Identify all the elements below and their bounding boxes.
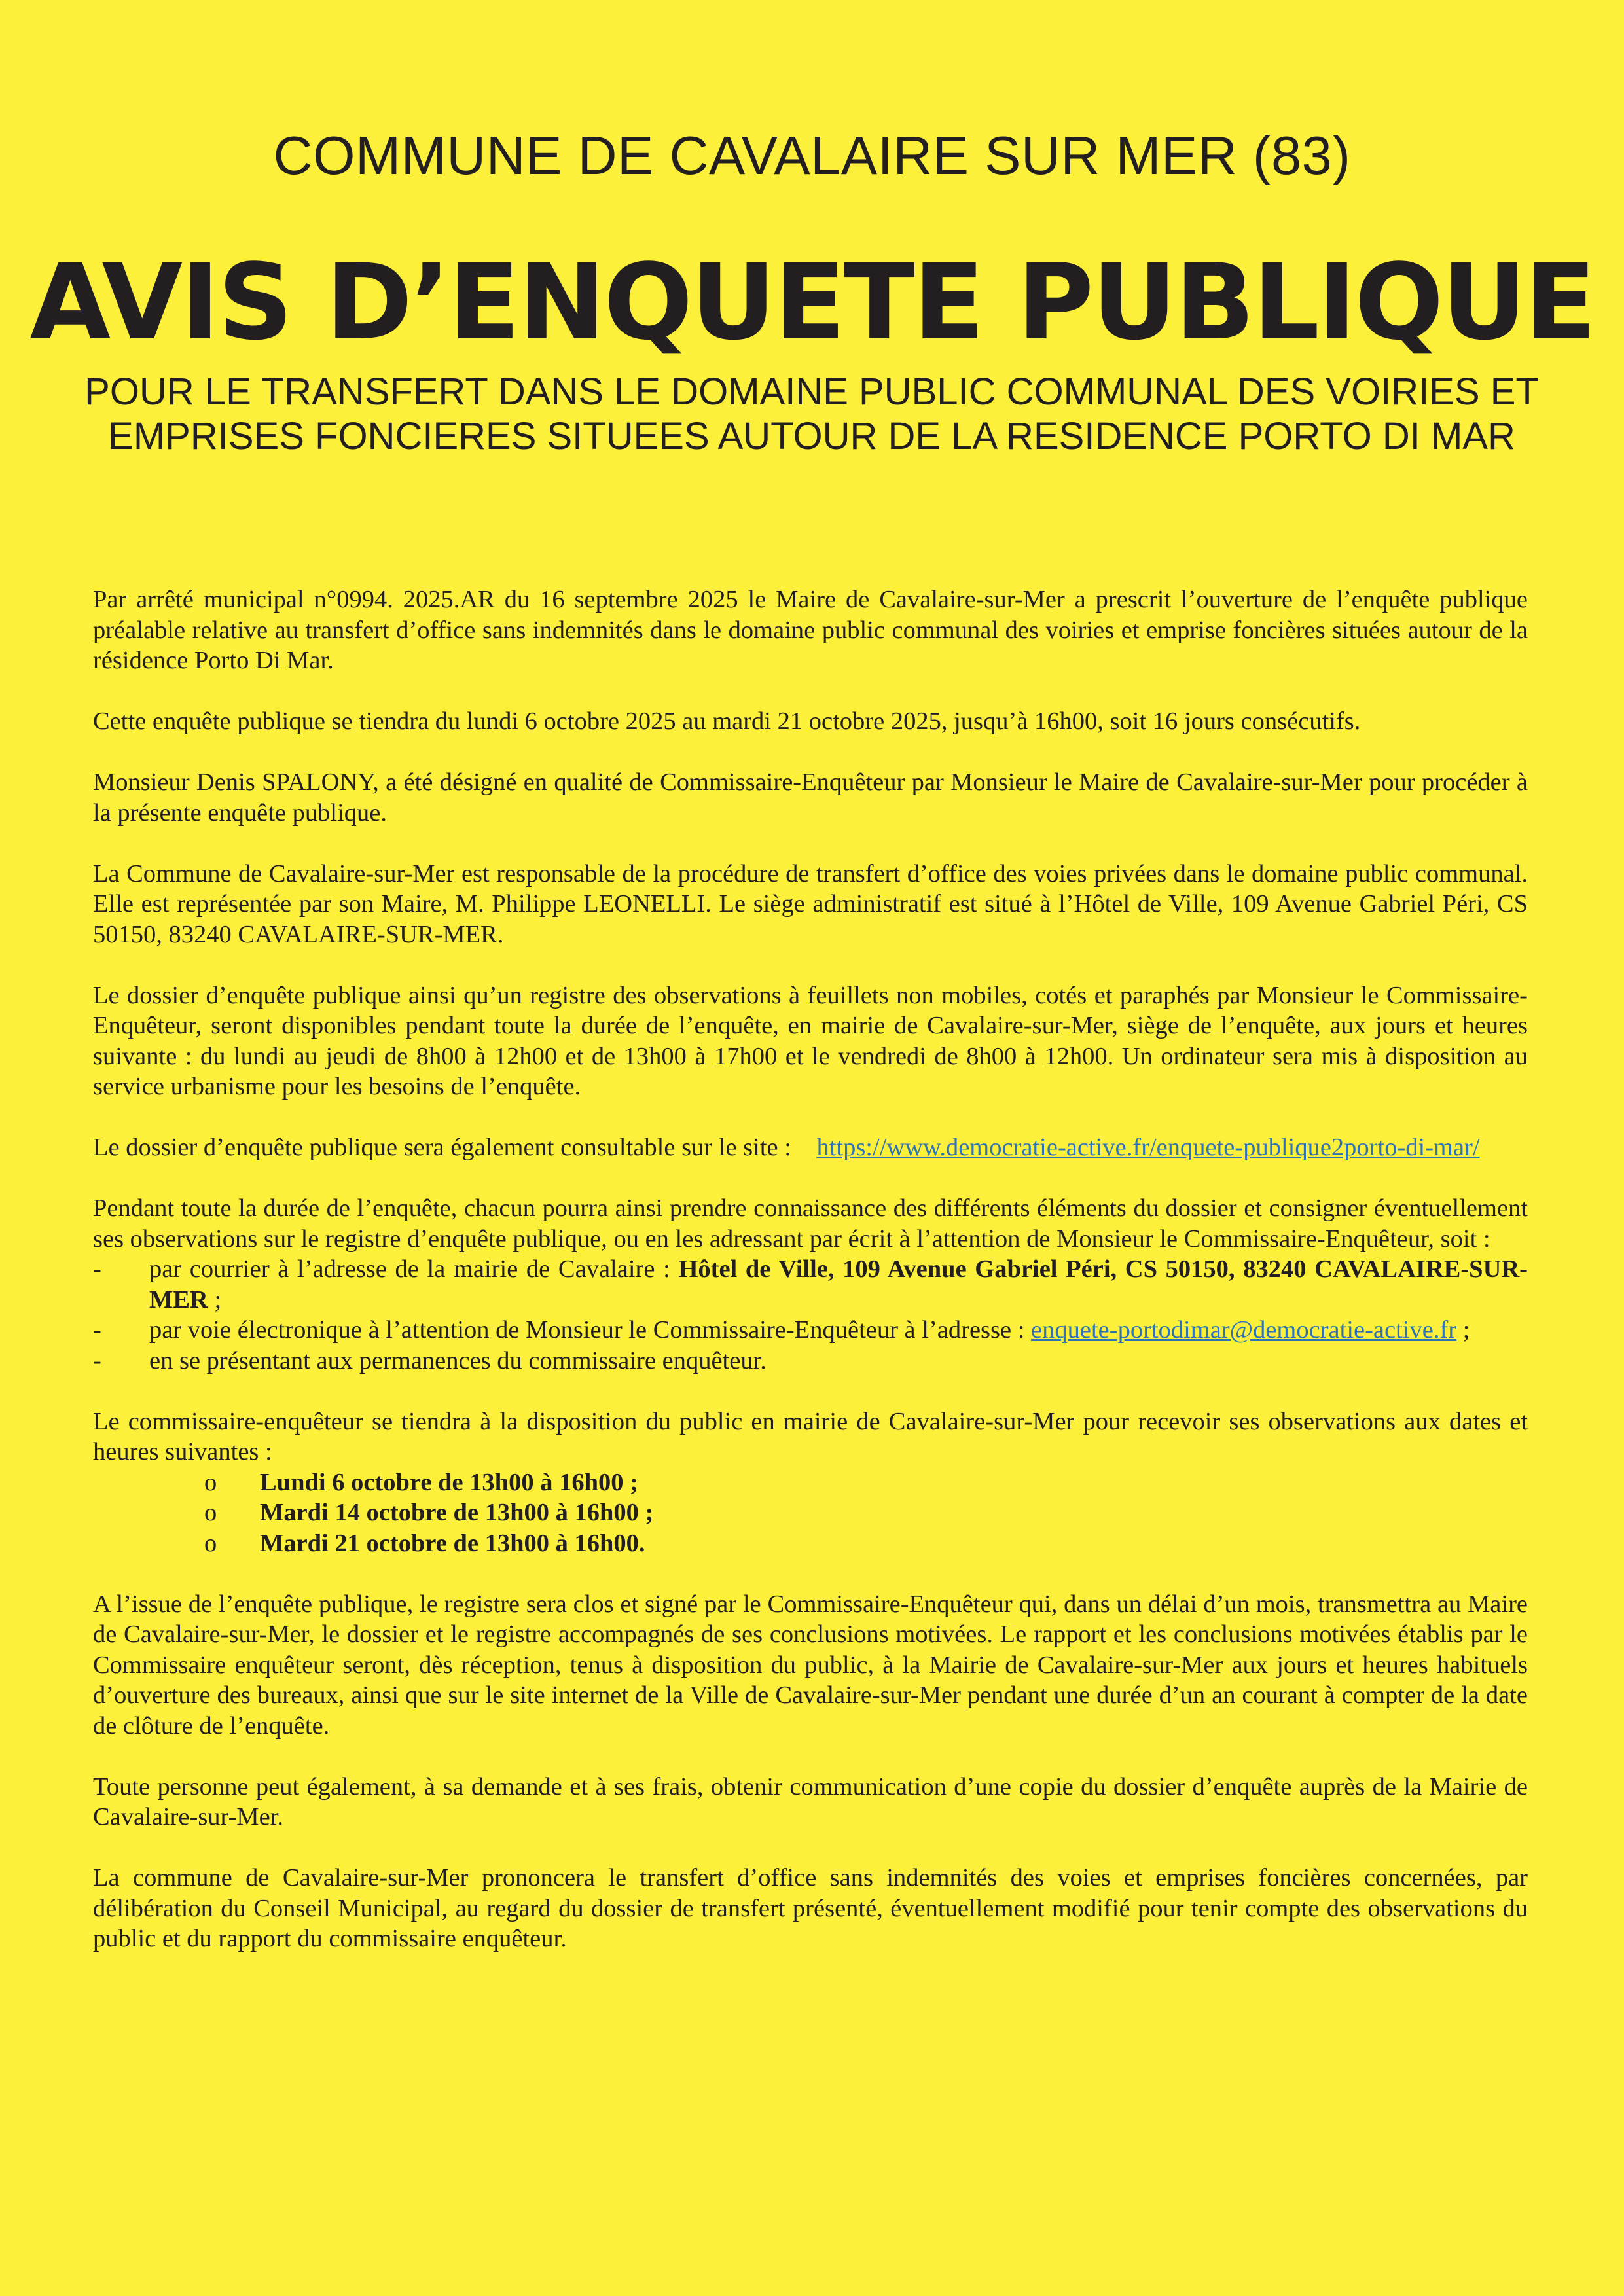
site-link[interactable]: https://www.democratie-active.fr/enquete-publique2porto-di-mar/	[816, 1134, 1480, 1161]
commune-heading: COMMUNE DE CAVALAIRE SUR MER (83)	[273, 125, 1351, 186]
circle-bullet: o	[204, 1499, 217, 1526]
list-item-courrier	[93, 1254, 1528, 1315]
notice-subtitle: POUR LE TRANSFERT DANS LE DOMAINE PUBLIC COMMUNAL DES VOIRIES ET EMPRISES FONCIERES SITUEES AUTOUR DE LA RESIDENCE PORTO DI MAR	[84, 370, 1539, 457]
permanence-item	[93, 1467, 1528, 1498]
courrier-text: par courrier à l’adresse de la mairie de Cavalaire :	[149, 1255, 670, 1283]
paragraph-arrete: Par arrêté municipal n°0994. 2025.AR du 16 septembre 2025 le Maire de Cavalaire-sur-Mer a prescrit l’ouverture de l’enquête publique préalable relative au transfert d’office sans indemnités dans le domaine public communal des voiries et emprise foncières situées autour de la résidence Porto Di Mar.	[93, 586, 1528, 674]
page-title: AVIS D’ENQUETE PUBLIQUE	[29, 241, 1595, 363]
paragraph-commissaire: Monsieur Denis SPALONY, a été désigné en qualité de Commissaire-Enquêteur par Monsieur le Maire de Cavalaire-sur-Mer pour procéder à la présente enquête publique.	[93, 768, 1528, 827]
list-item-email	[93, 1315, 1528, 1346]
observation-methods-list	[93, 1254, 1528, 1376]
notice-body	[93, 584, 1528, 1984]
email-text: par voie électronique à l’attention de Monsieur le Commissaire-Enquêteur à l’adresse :	[149, 1316, 1025, 1344]
paragraph-responsable: La Commune de Cavalaire-sur-Mer est responsable de la procédure de transfert d’office des voies privées dans le domaine public communal. Elle est représentée par son Maire, M. Philippe LEONELLI. Le siège administratif est situé à l’Hôtel de Ville, 109 Avenue Gabriel Péri, CS 50150, 83240 CAVALAIRE-SUR-MER.	[93, 859, 1528, 948]
paragraph-site	[93, 1132, 1528, 1163]
mairie-address: Hôtel de Ville, 109 Avenue Gabriel Péri, CS 50150, 83240 CAVALAIRE-SUR-MER	[149, 1255, 1528, 1314]
paragraph-dates: Cette enquête publique se tiendra du lundi 6 octobre 2025 au mardi 21 octobre 2025, jusqu’à 16h00, soit 16 jours consécutifs.	[93, 708, 1361, 735]
permanence-item	[93, 1528, 1528, 1559]
paragraph-issue: A l’issue de l’enquête publique, le registre sera clos et signé par le Commissaire-Enquêteur qui, dans un délai d’un mois, transmettra au Maire de Cavalaire-sur-Mer, le dossier et le registre accompagnés de ses conclusions motivées. Le rapport et les conclusions motivées établis par le Commissaire enquêteur seront, dès réception, tenus à disposition du public, à la Mairie de Cavalaire-sur-Mer aux jours et heures habituels d’ouverture des bureaux, ainsi que sur le site internet de la Ville de Cavalaire-sur-Mer pendant une durée d’un an courant à compter de la date de clôture de l’enquête.	[93, 1590, 1528, 1740]
permanences-text: en se présentant aux permanences du commissaire enquêteur.	[149, 1346, 767, 1374]
paragraph-copie: Toute personne peut également, à sa demande et à ses frais, obtenir communication d’une copie du dossier d’enquête auprès de la Mairie de Cavalaire-sur-Mer.	[93, 1772, 1528, 1831]
dash-bullet: -	[93, 1316, 101, 1344]
permanence-date: Lundi 6 octobre de 13h00 à 16h00 ;	[260, 1468, 638, 1496]
item-end: ;	[1456, 1316, 1470, 1344]
paragraph-disposition: Le commissaire-enquêteur se tiendra à la disposition du public en mairie de Cavalaire-sur-Mer pour recevoir ses observations aux dates et heures suivantes :	[93, 1407, 1528, 1465]
item-end: ;	[208, 1285, 222, 1314]
circle-bullet: o	[204, 1529, 217, 1557]
permanence-date: Mardi 21 octobre de 13h00 à 16h00.	[260, 1529, 645, 1557]
dash-bullet: -	[93, 1255, 101, 1283]
email-link[interactable]: enquete-portodimar@democratie-active.fr	[1031, 1316, 1457, 1344]
paragraph-transfert: La commune de Cavalaire-sur-Mer prononcera le transfert d’office sans indemnités des voies et emprises foncières concernées, par délibération du Conseil Municipal, au regard du dossier de transfert présenté, éventuellement modifié pour tenir compte des observations du public et du rapport du commissaire enquêteur.	[93, 1864, 1528, 1952]
circle-bullet: o	[204, 1468, 217, 1496]
permanence-item	[93, 1498, 1528, 1528]
permanence-date: Mardi 14 octobre de 13h00 à 16h00 ;	[260, 1499, 654, 1526]
permanences-list	[93, 1467, 1528, 1559]
site-text: Le dossier d’enquête publique sera également consultable sur le site :	[93, 1134, 791, 1161]
paragraph-dossier: Le dossier d’enquête publique ainsi qu’un registre des observations à feuillets non mobiles, cotés et paraphés par Monsieur le Commissaire-Enquêteur, seront disponibles pendant toute la durée de l’enquête, en mairie de Cavalaire-sur-Mer, siège de l’enquête, aux jours et heures suivante : du lundi au jeudi de 8h00 à 12h00 et de 13h00 à 17h00 et le vendredi de 8h00 à 12h00. Un ordinateur sera mis à disposition au service urbanisme pour les besoins de l’enquête.	[93, 981, 1528, 1100]
dash-bullet: -	[93, 1346, 101, 1374]
paragraph-observations: Pendant toute la durée de l’enquête, chacun pourra ainsi prendre connaissance des différents éléments du dossier et consigner éventuellement ses observations sur le registre d’enquête publique, ou en les adressant par écrit à l’attention de Monsieur le Commissaire-Enquêteur, soit :	[93, 1194, 1528, 1253]
list-item-permanences	[93, 1346, 1528, 1376]
